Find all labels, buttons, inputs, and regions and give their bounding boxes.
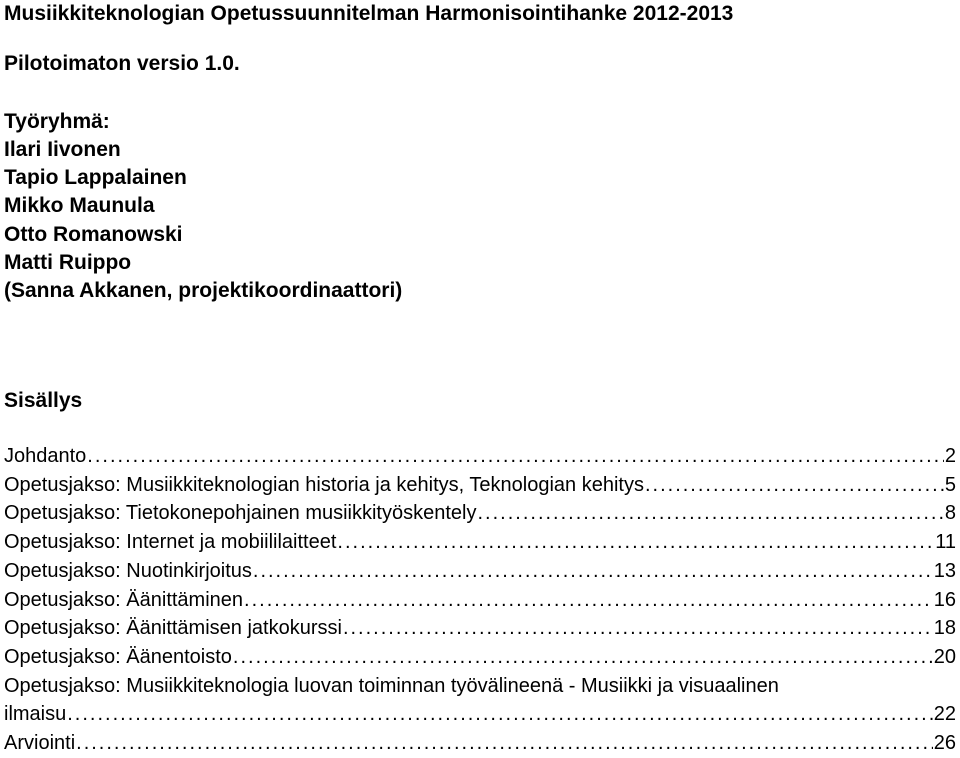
toc-entry-title: Opetusjakso: Äänentoisto bbox=[4, 645, 232, 668]
toc-entry-page: 26 bbox=[933, 732, 956, 755]
toc-entry-page: 20 bbox=[933, 645, 956, 668]
toc-entry[interactable] bbox=[4, 528, 956, 557]
team-member-list bbox=[4, 136, 402, 305]
toc-leader-dots bbox=[244, 586, 933, 615]
toc-leader-dots bbox=[87, 442, 944, 471]
toc-entry-title: Opetusjakso: Äänittäminen bbox=[4, 588, 244, 611]
toc-entry-page: 13 bbox=[933, 559, 956, 582]
team-member: Otto Romanowski bbox=[4, 222, 183, 246]
toc-entry-title: Opetusjakso: Nuotinkirjoitus bbox=[4, 559, 252, 582]
toc-entry-title-continued: ilmaisu bbox=[4, 703, 67, 726]
version-label: Pilotoimaton versio 1.0. bbox=[4, 52, 240, 75]
toc-leader-dots bbox=[76, 729, 933, 758]
team-member: Tapio Lappalainen bbox=[4, 166, 187, 190]
toc-entry-title: Opetusjakso: Internet ja mobiililaitteet bbox=[4, 531, 337, 554]
toc-entry[interactable] bbox=[4, 614, 956, 643]
toc-entry-title: Opetusjakso: Musiikkiteknologian historia ja kehitys, Teknologian kehitys bbox=[4, 473, 644, 496]
toc-leader-dots bbox=[67, 700, 933, 729]
toc-leader-dots bbox=[233, 643, 933, 672]
toc-leader-dots bbox=[253, 557, 933, 586]
toc-entry[interactable] bbox=[4, 499, 956, 528]
toc-entry-title: Opetusjakso: Tietokonepohjainen musiikkityöskentely bbox=[4, 502, 477, 525]
toc-entry[interactable] bbox=[4, 442, 956, 471]
toc-leader-dots bbox=[477, 499, 943, 528]
toc-entry-title: Opetusjakso: Musiikkiteknologia luovan toiminnan työvälineenä - Musiikki ja visuaalinen bbox=[4, 674, 779, 697]
toc-entry-page: 5 bbox=[944, 473, 956, 496]
toc-entry-page: 8 bbox=[944, 502, 956, 525]
team-member: Mikko Maunula bbox=[4, 194, 155, 218]
toc-entry-title: Johdanto bbox=[4, 445, 87, 467]
toc-entry-title: Opetusjakso: Äänittämisen jatkokurssi bbox=[4, 617, 342, 640]
toc-entry-page: 22 bbox=[933, 703, 956, 726]
toc-entry[interactable] bbox=[4, 557, 956, 586]
toc-entry[interactable] bbox=[4, 586, 956, 615]
toc-entry-page: 2 bbox=[944, 445, 956, 467]
toc-entry-page: 16 bbox=[933, 588, 956, 611]
toc-entry[interactable] bbox=[4, 729, 956, 758]
team-member: (Sanna Akkanen, projektikoordinaattori) bbox=[4, 279, 403, 303]
toc-entry-title: Arviointi bbox=[4, 732, 76, 755]
toc-leader-dots bbox=[645, 471, 944, 500]
team-member: Matti Ruippo bbox=[4, 250, 132, 274]
toc-entry-continuation bbox=[4, 700, 956, 729]
document-title: Musiikkiteknologian Opetussuunnitelman Harmonisointihanke 2012-2013 bbox=[4, 2, 734, 25]
toc-leader-dots bbox=[343, 614, 933, 643]
toc-entry[interactable] bbox=[4, 672, 956, 729]
toc-entry[interactable] bbox=[4, 643, 956, 672]
toc-leader-dots bbox=[337, 528, 934, 557]
team-heading: Työryhmä: bbox=[4, 110, 110, 133]
team-member: Ilari Iivonen bbox=[4, 138, 121, 161]
toc-entry-page: 18 bbox=[933, 617, 956, 640]
table-of-contents bbox=[4, 442, 956, 758]
toc-heading: Sisällys bbox=[4, 389, 83, 412]
toc-entry[interactable] bbox=[4, 471, 956, 500]
toc-entry-page: 11 bbox=[935, 531, 956, 554]
